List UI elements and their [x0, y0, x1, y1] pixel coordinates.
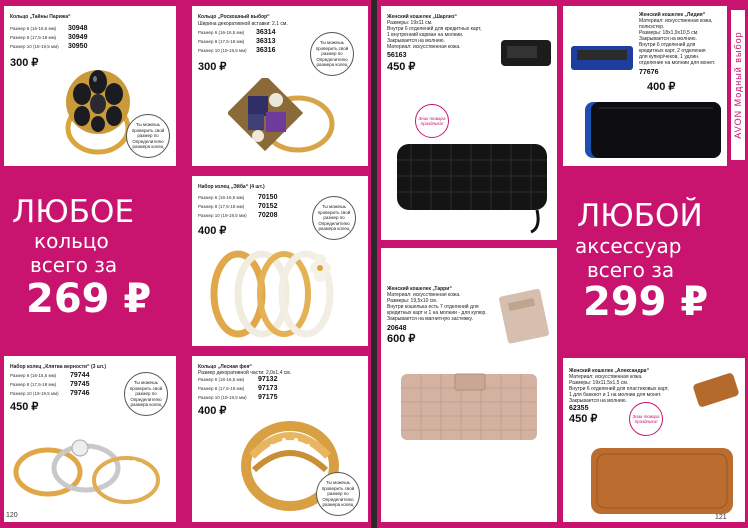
product-title: Женский кошелек „Шарлиз“	[387, 14, 457, 20]
product-card-lesnaya-feya	[192, 356, 368, 522]
size-tip-bubble: Ты можешь проверить свой размер по Определителю размера колец	[316, 472, 360, 516]
wallet-open-thumbnail	[691, 370, 741, 410]
product-code: 97175	[258, 394, 278, 401]
product-price: 400 ₽	[647, 81, 676, 93]
product-title: Женский кошелек „Александра“	[569, 368, 649, 374]
size-label: Размер 6 (16-16,5 мм)	[10, 373, 57, 378]
wallet-lidiya-image	[581, 98, 725, 162]
wallet-open-thumbnail	[569, 40, 635, 74]
product-price: 450 ₽	[10, 401, 39, 413]
product-code: 79744	[70, 372, 90, 379]
product-description: Материал: искусственная кожа,	[639, 18, 713, 24]
product-description: Ширина декоративной вставки: 2,1 см.	[198, 21, 288, 27]
product-card-tainy-parizha	[4, 6, 176, 166]
product-price: 450 ₽	[387, 61, 416, 73]
product-description: Закрывается на молнию.	[387, 38, 445, 44]
wallet-open-thumbnail	[499, 36, 553, 70]
size-tip-bubble: Ты можешь проверить свой размер по Определителю размера колец	[312, 196, 356, 240]
ring-tainy-parizha-image	[60, 62, 136, 158]
product-price: 300 ₽	[198, 61, 227, 73]
product-description: отделение на молнии для монет.	[639, 60, 716, 66]
product-card-lidiya	[563, 6, 727, 166]
product-title: Кольцо „Роскошный выбор“	[198, 14, 270, 20]
product-card-roskoshny-vybor	[192, 6, 368, 166]
product-card-aleksandra	[563, 358, 745, 522]
promo-subline: аксессуар	[575, 234, 682, 258]
right-page	[377, 0, 748, 528]
product-price: 450 ₽	[569, 413, 598, 425]
product-code: 30948	[68, 25, 88, 32]
promo-headline: ЛЮБОЕ	[12, 194, 135, 230]
size-label: Размер 10 (19-19,5 мм)	[10, 391, 59, 396]
product-description: Материал: искусственная кожа.	[387, 292, 461, 298]
product-description: Закрывается на молнию.	[639, 36, 697, 42]
left-page	[0, 0, 371, 528]
product-price: 400 ₽	[198, 225, 227, 237]
ring-roskoshny-vybor-image	[228, 78, 338, 162]
size-label: Размер 6 (16-16,5 мм)	[198, 30, 245, 35]
product-description: Внутри 6 отделений для	[639, 42, 696, 48]
product-description: 1 внутренний карман на молнии.	[387, 32, 464, 38]
promo-headline: ЛЮБОЙ	[577, 198, 703, 234]
product-code: 62355	[569, 405, 589, 412]
product-description: Материал: искусственная кожа.	[387, 44, 461, 50]
promo-subline: всего за	[587, 258, 675, 282]
brand-logo: AVON Модный выбор	[733, 31, 743, 139]
product-description: Материал: искусственная кожа.	[569, 374, 643, 380]
promo-subline: кольцо	[34, 229, 109, 253]
product-code: 30949	[68, 34, 88, 41]
product-description: Размеры: 19,5х10 см.	[387, 298, 438, 304]
size-label: Размер 8 (17,5-18 мм)	[198, 204, 245, 209]
product-description: Размер декоративной части: 2,0х1,4 см.	[198, 370, 292, 376]
product-code: 36316	[256, 47, 276, 54]
stamp-badge: Знак товара праздника!	[629, 402, 663, 436]
product-title: Набор колец „Эйба“ (4 шт.)	[198, 184, 265, 190]
product-description: 1 для банкнот и 1 на молнии для монет.	[569, 392, 662, 398]
brand-strip	[731, 10, 745, 160]
product-description: Закрывается на молнию.	[569, 398, 627, 404]
product-code: 20648	[387, 325, 407, 332]
product-code: 30950	[68, 43, 88, 50]
size-label: Размер 10 (19-19,5 мм)	[198, 213, 247, 218]
product-title: Кольцо „Лесная фея“	[198, 364, 252, 370]
product-code: 36314	[256, 29, 276, 36]
product-code: 36313	[256, 38, 276, 45]
product-description: Размеры: 18х1,9х10,5 см.	[639, 30, 699, 36]
promo-price: 269 ₽	[26, 276, 152, 322]
size-label: Размер 8 (17,5-18 мм)	[10, 35, 57, 40]
size-tip-bubble: Ты можешь проверить свой размер по Определителю размера колец	[124, 372, 168, 416]
product-card-tarri	[381, 248, 557, 522]
product-description: для купюр/чеков, 1 удлин.	[639, 54, 700, 60]
product-code: 79745	[70, 381, 90, 388]
product-code: 79746	[70, 390, 90, 397]
product-code: 97132	[258, 376, 278, 383]
wallet-sharliz-image	[391, 124, 555, 236]
product-code: 70150	[258, 194, 278, 201]
product-title: Женский кошелек „Тарри“	[387, 286, 452, 292]
promo-subline: всего за	[30, 253, 118, 277]
size-label: Размер 6 (16-16,5 мм)	[10, 26, 57, 31]
size-label: Размер 10 (19-19,5 мм)	[198, 48, 247, 53]
product-price: 600 ₽	[387, 333, 416, 345]
product-title: Кольцо „Тайны Парижа“	[10, 14, 71, 20]
product-card-eiba	[192, 176, 368, 346]
product-description: кредитных карт и 1 на молнии - для купюр.	[387, 310, 487, 316]
size-tip-bubble: Ты можешь проверить свой размер по Определителю размера колец	[126, 114, 170, 158]
size-label: Размер 8 (17,5-18 мм)	[10, 382, 57, 387]
size-tip-bubble: Ты можешь проверить свой размер по Определителю размера колец	[310, 32, 354, 76]
product-description: Внутри кошелька есть 7 отделений для	[387, 304, 479, 310]
product-code: 77676	[639, 69, 659, 76]
size-label: Размер 6 (16-16,5 мм)	[198, 377, 245, 382]
size-label: Размер 8 (17,5-18 мм)	[198, 386, 245, 391]
page-number: 120	[6, 512, 18, 519]
product-card-sharliz	[381, 6, 557, 240]
size-label: Размер 10 (19-19,5 мм)	[198, 395, 247, 400]
page-number: 121	[715, 514, 727, 521]
product-code: 70208	[258, 212, 278, 219]
size-label: Размер 6 (16-16,5 мм)	[198, 195, 245, 200]
product-description: Внутри 6 отделений для пластиковых карт,	[569, 386, 669, 392]
product-title: Набор колец „Клятва верности“ (3 шт.)	[10, 364, 107, 370]
product-description: кредитных карт, 2 отделения	[639, 48, 706, 54]
product-description: полиэстер.	[639, 24, 665, 30]
stamp-badge: Знак товара праздника!	[415, 104, 449, 138]
product-description: Закрывается на магнитную застежку.	[387, 316, 473, 322]
wallet-open-thumbnail	[497, 288, 553, 344]
product-code: 56163	[387, 52, 407, 59]
promo-price: 299 ₽	[583, 279, 709, 325]
ring-set-klyatva-image	[8, 422, 168, 518]
product-code: 97173	[258, 385, 278, 392]
product-description: Размеры: 19х11 см.	[387, 20, 433, 26]
size-label: Размер 8 (17,5-18 мм)	[198, 39, 245, 44]
product-price: 400 ₽	[198, 405, 227, 417]
product-description: Размеры: 19х11,5х1,5 см.	[569, 380, 629, 386]
wallet-tarri-image	[397, 370, 541, 444]
size-label: Размер 10 (18-19,5 мм)	[10, 44, 59, 49]
ring-set-eiba-image	[198, 246, 358, 342]
product-code: 70152	[258, 203, 278, 210]
wallet-aleksandra-image	[587, 444, 737, 518]
product-title: Женский кошелек „Лидия“	[639, 12, 706, 18]
product-price: 300 ₽	[10, 57, 39, 69]
product-description: Внутри 6 отделений для кредитных карт,	[387, 26, 482, 32]
product-card-klyatva-vernosti	[4, 356, 176, 522]
